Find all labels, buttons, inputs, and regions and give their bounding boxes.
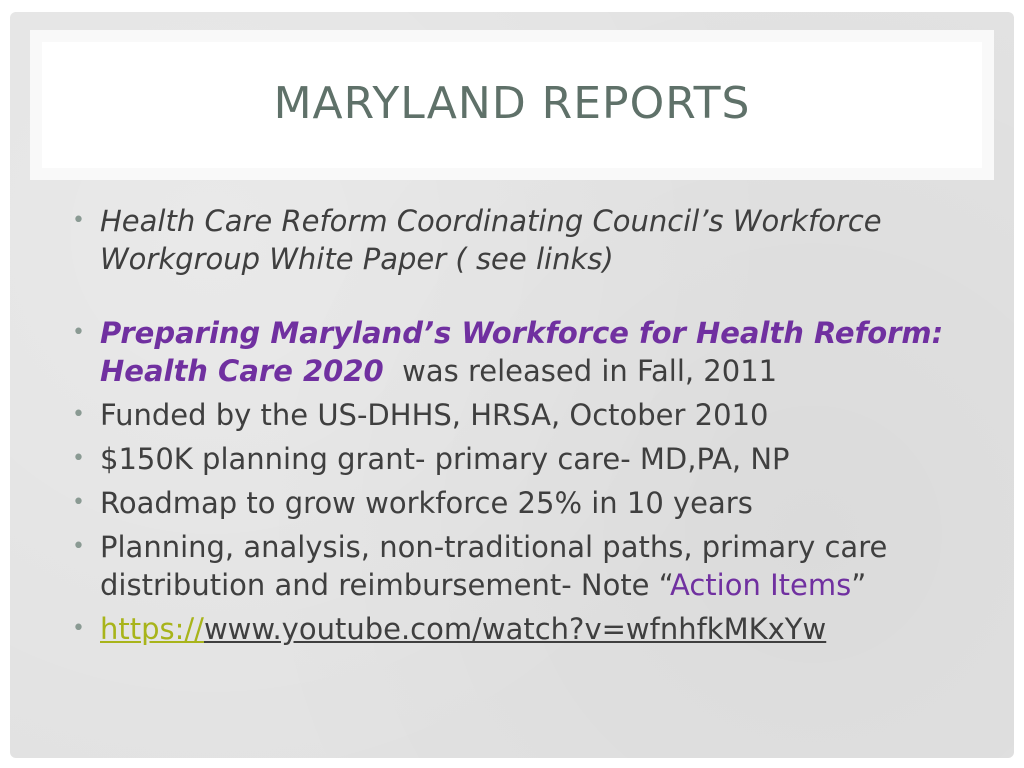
list-item bbox=[72, 528, 952, 604]
bullet-text-grant: $150K planning grant- primary care- MD,PA, NP bbox=[100, 442, 790, 476]
bullet-list bbox=[72, 202, 952, 654]
action-items-link[interactable]: Action Items bbox=[670, 568, 852, 602]
bullet-text-roadmap: Roadmap to grow workforce 25% in 10 years bbox=[100, 486, 753, 520]
list-item bbox=[72, 396, 952, 434]
list-item bbox=[72, 484, 952, 522]
bullet-text-white-paper: Health Care Reform Coordinating Council’s Workforce Workgroup White Paper ( see links) bbox=[100, 204, 882, 276]
youtube-link[interactable]: www.youtube.com/watch?v=wfnhfkMKxYw bbox=[203, 612, 827, 646]
bullet-dot: • bbox=[72, 320, 85, 345]
list-item bbox=[72, 440, 952, 478]
bullet-text-planning: Planning, analysis, non-traditional paths, primary care distribution and reimbursement- Note “ bbox=[100, 530, 888, 602]
title-panel bbox=[42, 42, 982, 168]
bullet-text-closing-quote: ” bbox=[851, 568, 867, 602]
slide-title: MARYLAND REPORTS bbox=[273, 77, 751, 129]
bullet-text-funded: Funded by the US-DHHS, HRSA, October 2010 bbox=[100, 398, 769, 432]
list-item bbox=[72, 202, 952, 278]
list-item bbox=[72, 610, 952, 648]
report-title-emphasis: Preparing Maryland’s Workforce for Health Reform: Health Care 2020 bbox=[100, 316, 944, 388]
youtube-link-scheme[interactable]: https:// bbox=[100, 612, 204, 646]
title-band bbox=[30, 30, 994, 180]
bullet-dot: • bbox=[72, 208, 85, 233]
bullet-dot: • bbox=[72, 402, 85, 427]
bullet-text-release: was released in Fall, 2011 bbox=[383, 354, 778, 388]
list-item bbox=[72, 314, 952, 390]
bullet-dot: • bbox=[72, 446, 85, 471]
bullet-dot: • bbox=[72, 534, 85, 559]
bullet-dot: • bbox=[72, 616, 85, 641]
bullet-dot: • bbox=[72, 490, 85, 515]
